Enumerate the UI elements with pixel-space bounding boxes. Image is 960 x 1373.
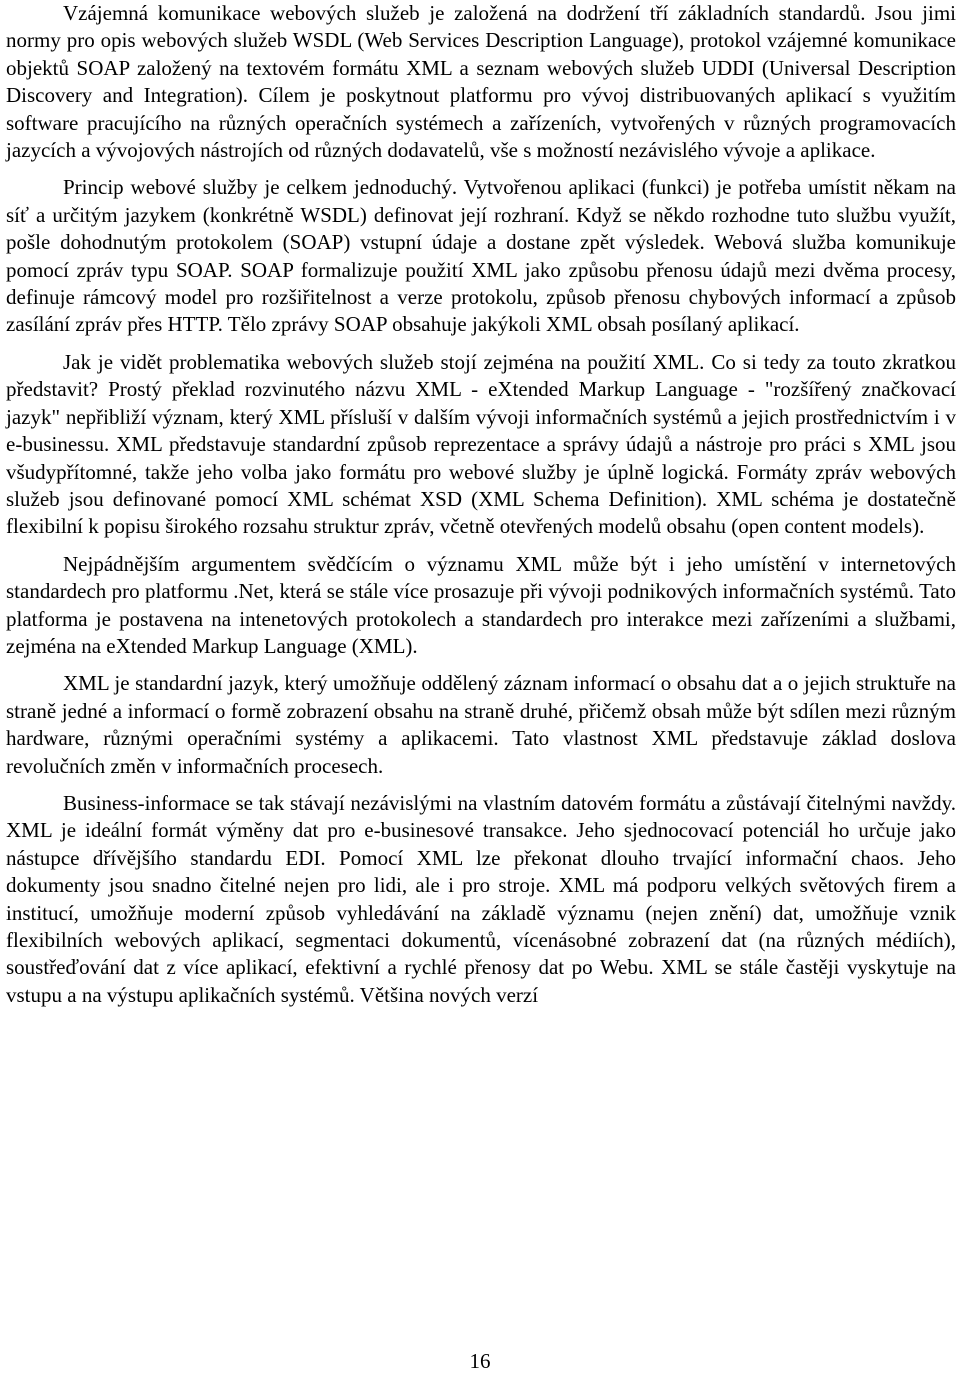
paragraph-web-service-principle: Princip webové služby je celkem jednoduchý. Vytvořenou aplikaci (funkci) je potřeba umístit někam na síť a určitým jazykem (konkrétně WSDL) definovat její rozhraní. Když se někdo rozhodne tuto službu využít, pošle dohodnutým protokolem (SOAP) vstupní údaje a dostane zpět výsledek. Webová služba komunikuje pomocí zpráv typu SOAP. SOAP formalizuje použití XML jako způsobu přenosu údajů mezi dvěma procesy, definuje rámcový model pro rozšiřitelnost a verze protokolu, způsob přenosu chybových informací a způsob zasílání zpráv přes HTTP. Tělo zprávy SOAP obsahuje jakýkoli XML obsah posílaný aplikací.	[6, 175, 956, 337]
paragraph-gap	[6, 541, 956, 551]
paragraph-net-platform: Nejpádnějším argumentem svědčícím o významu XML může být i jeho umístění v internetových standardech pro platformu .Net, která se stále více prosazuje při vývoji podnikových informačních systémů. Tato platforma je postavena na intenetových protokolech a standardech pro interakce mezi zařízeními a službami, zejména na eXtended Markup Language (XML).	[6, 551, 956, 658]
paragraph-gap	[6, 164, 956, 174]
paragraph-business-information: Business-informace se tak stávají nezávislými na vlastním datovém formátu a zůstávají čitelnými navždy. XML je ideální formát výměny dat pro e-businesové transakce. Jeho sjednocovací potenciál ho určuje jako nástupce dřívějšího standardu EDI. Pomocí XML lze překonat dlouho trvající informační chaos. Jeho dokumenty jsou snadno čitelné nejen pro lidi, ale i pro stroje. XML má podporu velkých světových firem a institucí, umožňuje moderní způsob vyhledávání na základě významu (nejen znění) dat, umožňuje vznik flexibilních webových aplikací, segmentaci dokumentů, vícenásobné zobrazení dat (na různých médiích), soustřeďování dat z více aplikací, efektivní a rychlé přenosy dat po Webu. XML se stále častěji vyskytuje na vstupu a na výstupu aplikačních systémů. Většina nových verzí	[6, 790, 956, 1007]
paragraph-gap	[6, 339, 956, 349]
paragraph-web-services-standards: Vzájemná komunikace webových služeb je založená na dodržení tří základních standardů. Jsou jimi normy pro opis webových služeb WSDL (Web Services Description Language), protokol vzájemné komunikace objektů SOAP založený na textovém formátu XML a seznam webových služeb UDDI (Universal Description Discovery and Integration). Cílem je poskytnout platformu pro vývoj distribuovaných aplikací s využitím software pracujícího na různých operačních systémech a zařízeních, vytvořených v různých programovacích jazycích a vývojových nástrojích od různých dodavatelů, vše s možností nezávislého vývoje a aplikace.	[6, 1, 956, 163]
paragraph-xml-meaning: Jak je vidět problematika webových služeb stojí zejména na použití XML. Co si tedy za touto zkratkou představit? Prostý překlad rozvinutého názvu XML - eXtended Markup Language - "rozšířený značkovací jazyk" nepřibliží význam, který XML přísluší v dalším vývoji informačních systémů a jejich prostřednictvím i v e-businessu. XML představuje standardní způsob reprezentace a správy údajů a nástroje pro práci s XML jsou všudypřítomné, takže jeho volba jako formátu pro webové služby je úplně logická. Formáty zpráv webových služeb jsou definované pomocí XML schémat XSD (XML Schema Definition). XML schéma je dostatečně flexibilní k popisu širokého rozsahu struktur zpráv, včetně otevřených modelů obsahu (open content models).	[6, 349, 956, 539]
paragraph-gap	[6, 780, 956, 790]
page-number: 16	[469, 1349, 491, 1373]
paragraph-xml-standard-language: XML je standardní jazyk, který umožňuje oddělený záznam informací o obsahu dat a o jejich struktuře na straně jedné a informací o formě zobrazení obsahu na straně druhé, přičemž obsah může být sdílen mezi různým hardware, různými operačními systémy a aplikacemi. Tato vlastnost XML představuje základ doslova revolučních změn v informačních procesech.	[6, 671, 956, 778]
document-page	[6, 0, 956, 1009]
paragraph-gap	[6, 660, 956, 670]
